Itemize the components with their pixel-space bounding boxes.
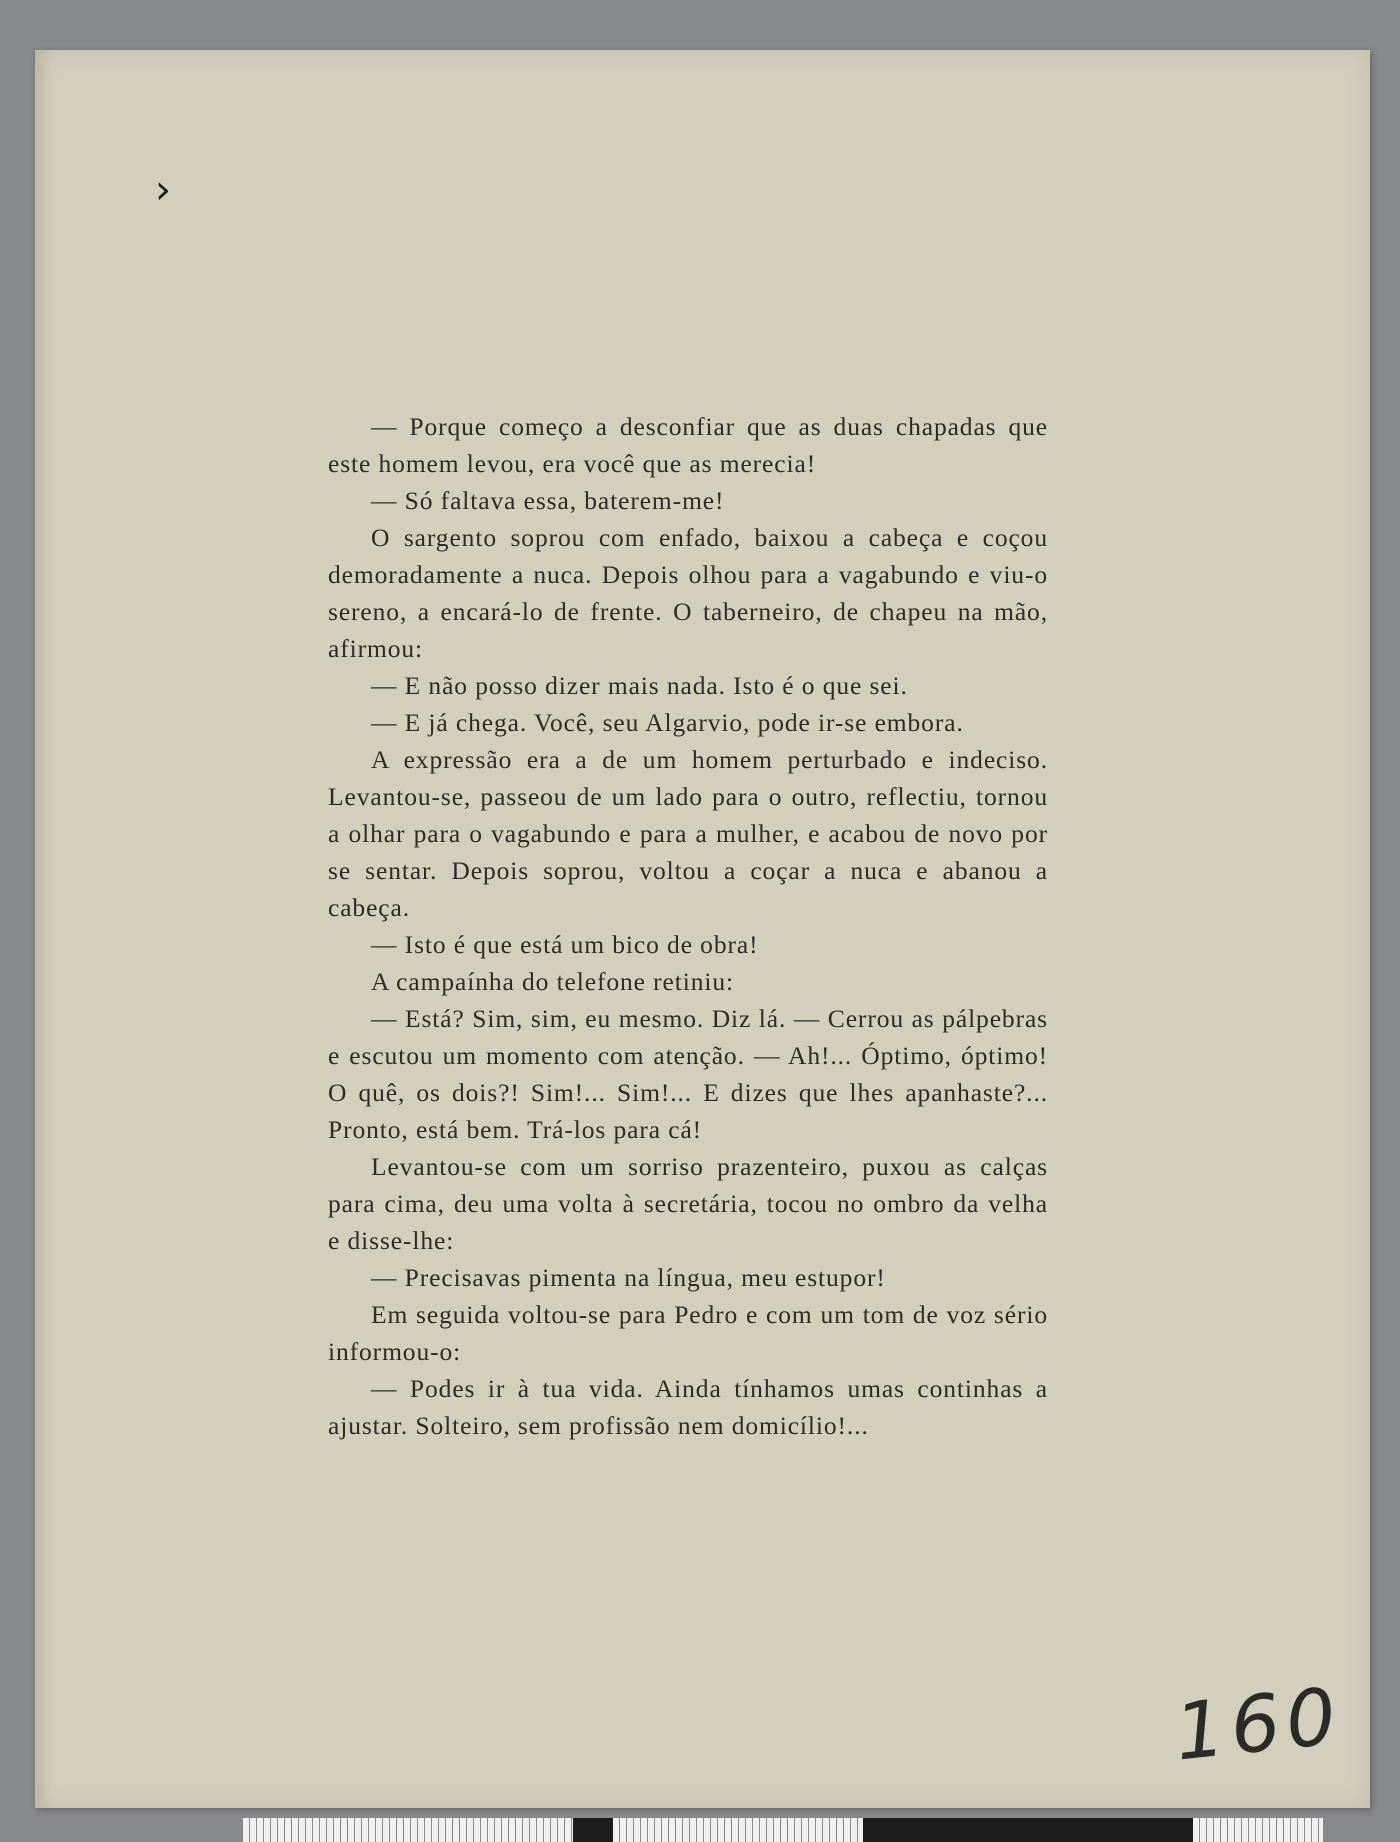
document-page <box>35 50 1370 1808</box>
paragraph: A expressão era a de um homem perturbado e indeciso. Levantou-se, passeou de um lado para o outro, reflectiu, tornou a olhar para o vagabundo e para a mulher, e acabou de novo por se sentar. Depois soprou, voltou a coçar a nuca e abanou a cabeça. <box>328 745 1048 922</box>
paragraph: A campaínha do telefone retiniu: <box>371 967 735 996</box>
scale-segment <box>613 1818 863 1842</box>
paragraph: — Porque começo a desconfiar que as duas chapadas que este homem levou, era você que as merecia! <box>328 412 1048 478</box>
scale-segment <box>243 1818 573 1842</box>
scale-segment <box>573 1818 613 1842</box>
paragraph: — Podes ir à tua vida. Ainda tínhamos umas continhas a ajustar. Solteiro, sem profissão nem domicílio!... <box>328 1374 1048 1440</box>
body-text <box>328 408 1048 1444</box>
paragraph: — E já chega. Você, seu Algarvio, pode ir-se embora. <box>371 708 964 737</box>
paragraph: Levantou-se com um sorriso prazenteiro, puxou as calças para cima, deu uma volta à secretária, tocou no ombro da velha e disse-lhe: <box>328 1152 1048 1255</box>
scale-segment <box>863 1818 1193 1842</box>
paragraph: O sargento soprou com enfado, baixou a cabeça e coçou demoradamente a nuca. Depois olhou para a vagabundo e viu-o sereno, a encará-lo de frente. O taberneiro, de chapeu na mão, afirmou: <box>328 523 1048 663</box>
paragraph: — Está? Sim, sim, eu mesmo. Diz lá. — Cerrou as pálpebras e escutou um momento com atenção. — Ah!... Óptimo, óptimo! O quê, os dois?! Sim!... Sim!... E dizes que lhes apanhaste?... Pronto, está bem. Trá-los para cá! <box>328 1004 1048 1144</box>
paragraph: Em seguida voltou-se para Pedro e com um tom de voz sério informou-o: <box>328 1300 1048 1366</box>
scale-segment <box>1193 1818 1323 1842</box>
paragraph: — Isto é que está um bico de obra! <box>371 930 759 959</box>
paragraph: — Só faltava essa, baterem-me! <box>371 486 725 515</box>
paragraph: — E não posso dizer mais nada. Isto é o que sei. <box>371 671 908 700</box>
handwritten-page-number: 160 <box>1170 1671 1347 1779</box>
color-scale-bar <box>243 1818 1323 1842</box>
corner-mark: › <box>155 167 171 213</box>
paragraph: — Precisavas pimenta na língua, meu estupor! <box>371 1263 886 1292</box>
